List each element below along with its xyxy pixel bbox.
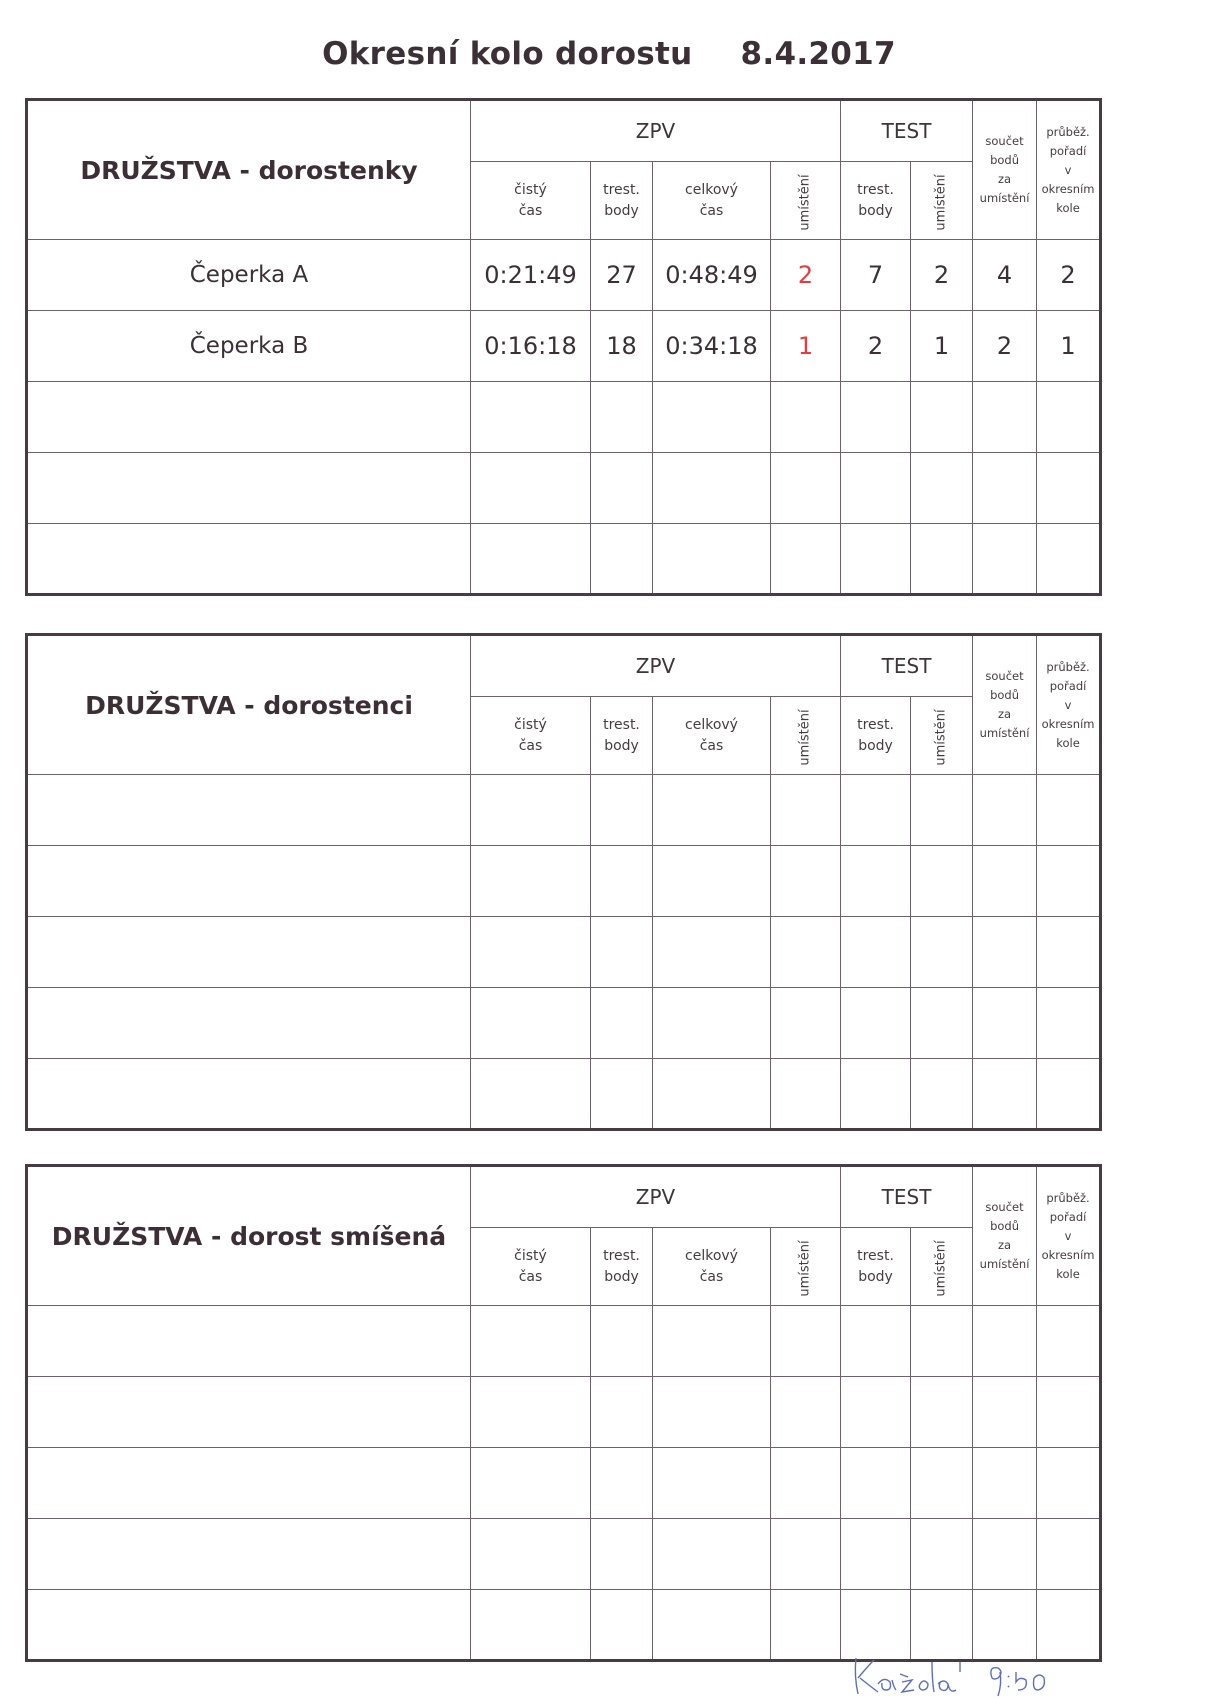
document-title: Okresní kolo dorostu [322, 36, 693, 72]
zpv-placement-header [771, 697, 841, 775]
total-time-cell [653, 1306, 771, 1377]
test-penalty-cell [841, 846, 911, 917]
penalty-points-cell [591, 453, 653, 524]
net-time-cell: 0:21:49 [471, 240, 591, 311]
team-name [27, 524, 471, 595]
table-row [27, 775, 1101, 846]
table-row [27, 917, 1101, 988]
category-title: DRUŽSTVA - dorostenci [27, 635, 471, 775]
header-text: kole [1056, 1266, 1080, 1281]
net-time-cell [471, 1306, 591, 1377]
team-name [27, 382, 471, 453]
running-order-header [1037, 100, 1101, 240]
header-text: průběž. [1046, 124, 1090, 139]
running-order-cell [1037, 988, 1101, 1059]
header-text: pořadí [1049, 678, 1087, 693]
header-text: okresním [1041, 1247, 1095, 1262]
net-time-cell [471, 846, 591, 917]
penalty-points-header [591, 1228, 653, 1306]
table-row [27, 1306, 1101, 1377]
team-name [27, 1590, 471, 1661]
header-text: čas [699, 1268, 724, 1285]
header-text: kole [1056, 735, 1080, 750]
header-text: za [997, 1238, 1012, 1252]
zpv-header: ZPV [471, 1166, 841, 1228]
team-name [27, 1519, 471, 1590]
total-time-cell [653, 775, 771, 846]
zpv-placement-cell [771, 1590, 841, 1661]
table-row [27, 453, 1101, 524]
net-time-cell [471, 1377, 591, 1448]
running-order-cell: 1 [1037, 311, 1101, 382]
total-time-cell: 0:34:18 [653, 311, 771, 382]
zpv-placement-header [771, 162, 841, 240]
header-text: čistý [514, 716, 547, 733]
test-placement-cell [911, 775, 973, 846]
net-time-cell [471, 917, 591, 988]
sum-points-cell [973, 1448, 1037, 1519]
penalty-points-cell [591, 1377, 653, 1448]
header-text: trest. [857, 1247, 894, 1264]
running-order-cell [1037, 1306, 1101, 1377]
running-order-cell [1037, 382, 1101, 453]
penalty-points-cell: 18 [591, 311, 653, 382]
header-text: trest. [857, 716, 894, 733]
test-placement-cell [911, 1377, 973, 1448]
test-penalty-cell [841, 1306, 911, 1377]
header-text: kole [1056, 200, 1080, 215]
sum-points-cell [973, 1519, 1037, 1590]
net-time-header [471, 162, 591, 240]
total-time-cell [653, 1377, 771, 1448]
sum-points-header [973, 100, 1037, 240]
penalty-points-cell [591, 775, 653, 846]
net-time-cell [471, 988, 591, 1059]
test-header: TEST [841, 1166, 973, 1228]
zpv-placement-cell [771, 917, 841, 988]
header-text: čas [518, 737, 543, 754]
total-time-cell [653, 917, 771, 988]
test-placement-cell [911, 382, 973, 453]
sum-points-cell [973, 524, 1037, 595]
header-text: součet [985, 1200, 1024, 1214]
running-order-cell [1037, 1059, 1101, 1130]
zpv-placement-cell [771, 775, 841, 846]
total-time-cell [653, 988, 771, 1059]
zpv-placement-cell [771, 846, 841, 917]
results-table [25, 1164, 1102, 1662]
penalty-points-cell [591, 846, 653, 917]
running-order-cell: 2 [1037, 240, 1101, 311]
test-penalty-cell [841, 453, 911, 524]
running-order-header [1037, 635, 1101, 775]
net-time-cell [471, 1590, 591, 1661]
sum-points-cell [973, 775, 1037, 846]
sum-points-cell [973, 1306, 1037, 1377]
handwritten-signature [848, 1650, 1048, 1698]
total-time-cell [653, 846, 771, 917]
test-placement-cell [911, 988, 973, 1059]
zpv-placement-cell [771, 1306, 841, 1377]
header-text: okresním [1041, 181, 1095, 196]
header-text: celkový [685, 1247, 738, 1264]
total-time-cell [653, 1519, 771, 1590]
header-text: průběž. [1046, 1190, 1090, 1205]
zpv-placement-cell [771, 988, 841, 1059]
zpv-placement-cell [771, 1519, 841, 1590]
header-text: průběž. [1046, 659, 1090, 674]
category-title: DRUŽSTVA - dorost smíšená [27, 1166, 471, 1306]
table-row [27, 524, 1101, 595]
header-text: bodů [990, 688, 1019, 702]
test-penalty-cell: 7 [841, 240, 911, 311]
total-time-cell [653, 524, 771, 595]
zpv-placement-cell: 1 [771, 311, 841, 382]
sum-points-cell: 2 [973, 311, 1037, 382]
header-text: bodů [990, 1219, 1019, 1233]
test-penalty-header [841, 162, 911, 240]
net-time-cell: 0:16:18 [471, 311, 591, 382]
total-time-cell [653, 453, 771, 524]
header-text: za [997, 172, 1012, 186]
header-text: celkový [685, 716, 738, 733]
header-text: čas [699, 202, 724, 219]
header-text: čas [518, 202, 543, 219]
test-penalty-header [841, 697, 911, 775]
net-time-cell [471, 775, 591, 846]
header-text: za [997, 707, 1012, 721]
team-name: Čeperka A [27, 240, 471, 311]
header-text: umístění [979, 191, 1030, 205]
running-order-cell [1037, 1519, 1101, 1590]
team-name [27, 1448, 471, 1519]
results-table [25, 98, 1102, 596]
penalty-points-cell [591, 1519, 653, 1590]
header-text: čistý [514, 181, 547, 198]
net-time-cell [471, 453, 591, 524]
total-time-cell [653, 1448, 771, 1519]
running-order-cell [1037, 917, 1101, 988]
total-time-header [653, 1228, 771, 1306]
team-name [27, 453, 471, 524]
total-time-cell [653, 1590, 771, 1661]
penalty-points-cell [591, 382, 653, 453]
team-name [27, 1306, 471, 1377]
test-placement-cell [911, 453, 973, 524]
team-name [27, 775, 471, 846]
zpv-placement-cell: 2 [771, 240, 841, 311]
net-time-cell [471, 1059, 591, 1130]
running-order-header [1037, 1166, 1101, 1306]
test-placement-cell [911, 917, 973, 988]
running-order-cell [1037, 775, 1101, 846]
penalty-points-cell [591, 1306, 653, 1377]
sum-points-cell [973, 917, 1037, 988]
header-text: umístění [934, 709, 950, 766]
header-text: umístění [979, 726, 1030, 740]
header-text: pořadí [1049, 1209, 1087, 1224]
header-text: trest. [603, 1247, 640, 1264]
test-penalty-cell [841, 1059, 911, 1130]
test-placement-cell [911, 846, 973, 917]
team-name [27, 1377, 471, 1448]
sum-points-header [973, 635, 1037, 775]
test-penalty-cell [841, 524, 911, 595]
header-text: součet [985, 669, 1024, 683]
net-time-cell [471, 1519, 591, 1590]
header-text: čistý [514, 1247, 547, 1264]
net-time-cell [471, 382, 591, 453]
test-placement-cell [911, 1059, 973, 1130]
header-text: celkový [685, 181, 738, 198]
table-row [27, 311, 1101, 382]
header-row-groups [27, 1166, 1101, 1228]
page-title [0, 36, 1218, 72]
header-text: v [1064, 697, 1072, 712]
table-row [27, 240, 1101, 311]
zpv-placement-cell [771, 1059, 841, 1130]
test-placement-cell: 1 [911, 311, 973, 382]
header-text: umístění [979, 1257, 1030, 1271]
results-table [25, 633, 1102, 1131]
team-name: Čeperka B [27, 311, 471, 382]
penalty-points-cell [591, 917, 653, 988]
penalty-points-cell: 27 [591, 240, 653, 311]
header-text: okresním [1041, 716, 1095, 731]
header-text: body [604, 737, 639, 754]
table-row [27, 382, 1101, 453]
document-date: 8.4.2017 [740, 36, 896, 72]
running-order-cell [1037, 1377, 1101, 1448]
test-placement-cell [911, 1448, 973, 1519]
net-time-header [471, 1228, 591, 1306]
table-row [27, 1448, 1101, 1519]
running-order-cell [1037, 846, 1101, 917]
table-row [27, 1519, 1101, 1590]
header-text: pořadí [1049, 143, 1087, 158]
header-text: body [858, 202, 893, 219]
table-row [27, 988, 1101, 1059]
zpv-header: ZPV [471, 100, 841, 162]
table-row [27, 1059, 1101, 1130]
category-title: DRUŽSTVA - dorostenky [27, 100, 471, 240]
header-text: umístění [798, 709, 814, 766]
sum-points-header [973, 1166, 1037, 1306]
sum-points-cell [973, 453, 1037, 524]
team-name [27, 846, 471, 917]
penalty-points-cell [591, 1059, 653, 1130]
test-penalty-cell: 2 [841, 311, 911, 382]
header-text: čas [699, 737, 724, 754]
test-penalty-cell [841, 1377, 911, 1448]
net-time-cell [471, 1448, 591, 1519]
header-text: body [858, 737, 893, 754]
test-penalty-cell [841, 382, 911, 453]
test-placement-header [911, 162, 973, 240]
team-name [27, 917, 471, 988]
zpv-placement-cell [771, 1448, 841, 1519]
header-text: umístění [934, 1240, 950, 1297]
header-row-groups [27, 635, 1101, 697]
header-text: trest. [857, 181, 894, 198]
zpv-placement-cell [771, 1377, 841, 1448]
test-placement-cell [911, 1519, 973, 1590]
header-text: umístění [798, 174, 814, 231]
header-text: trest. [603, 181, 640, 198]
test-header: TEST [841, 100, 973, 162]
zpv-placement-header [771, 1228, 841, 1306]
sum-points-cell [973, 846, 1037, 917]
sum-points-cell: 4 [973, 240, 1037, 311]
header-text: čas [518, 1268, 543, 1285]
header-text: umístění [934, 174, 950, 231]
header-row-groups [27, 100, 1101, 162]
sum-points-cell [973, 988, 1037, 1059]
test-placement-header [911, 697, 973, 775]
header-text: bodů [990, 153, 1019, 167]
total-time-cell [653, 1059, 771, 1130]
zpv-placement-cell [771, 382, 841, 453]
test-penalty-cell [841, 1519, 911, 1590]
penalty-points-cell [591, 1448, 653, 1519]
total-time-header [653, 162, 771, 240]
penalty-points-cell [591, 524, 653, 595]
header-text: v [1064, 1228, 1072, 1243]
sum-points-cell [973, 1059, 1037, 1130]
test-placement-cell [911, 524, 973, 595]
team-name [27, 1059, 471, 1130]
test-penalty-cell [841, 775, 911, 846]
sum-points-cell [973, 382, 1037, 453]
test-placement-header [911, 1228, 973, 1306]
table-row [27, 846, 1101, 917]
zpv-placement-cell [771, 453, 841, 524]
header-text: v [1064, 162, 1072, 177]
table-row [27, 1377, 1101, 1448]
header-text: body [858, 1268, 893, 1285]
penalty-points-cell [591, 1590, 653, 1661]
penalty-points-cell [591, 988, 653, 1059]
test-penalty-header [841, 1228, 911, 1306]
test-penalty-cell [841, 1448, 911, 1519]
test-header: TEST [841, 635, 973, 697]
total-time-cell: 0:48:49 [653, 240, 771, 311]
test-penalty-cell [841, 917, 911, 988]
running-order-cell [1037, 453, 1101, 524]
header-text: trest. [603, 716, 640, 733]
zpv-placement-cell [771, 524, 841, 595]
total-time-cell [653, 382, 771, 453]
test-placement-cell [911, 1306, 973, 1377]
running-order-cell [1037, 524, 1101, 595]
header-text: součet [985, 134, 1024, 148]
penalty-points-header [591, 162, 653, 240]
sum-points-cell [973, 1377, 1037, 1448]
test-penalty-cell [841, 988, 911, 1059]
header-text: body [604, 1268, 639, 1285]
penalty-points-header [591, 697, 653, 775]
net-time-cell [471, 524, 591, 595]
header-text: umístění [798, 1240, 814, 1297]
running-order-cell [1037, 1448, 1101, 1519]
header-text: body [604, 202, 639, 219]
test-placement-cell: 2 [911, 240, 973, 311]
zpv-header: ZPV [471, 635, 841, 697]
total-time-header [653, 697, 771, 775]
team-name [27, 988, 471, 1059]
net-time-header [471, 697, 591, 775]
